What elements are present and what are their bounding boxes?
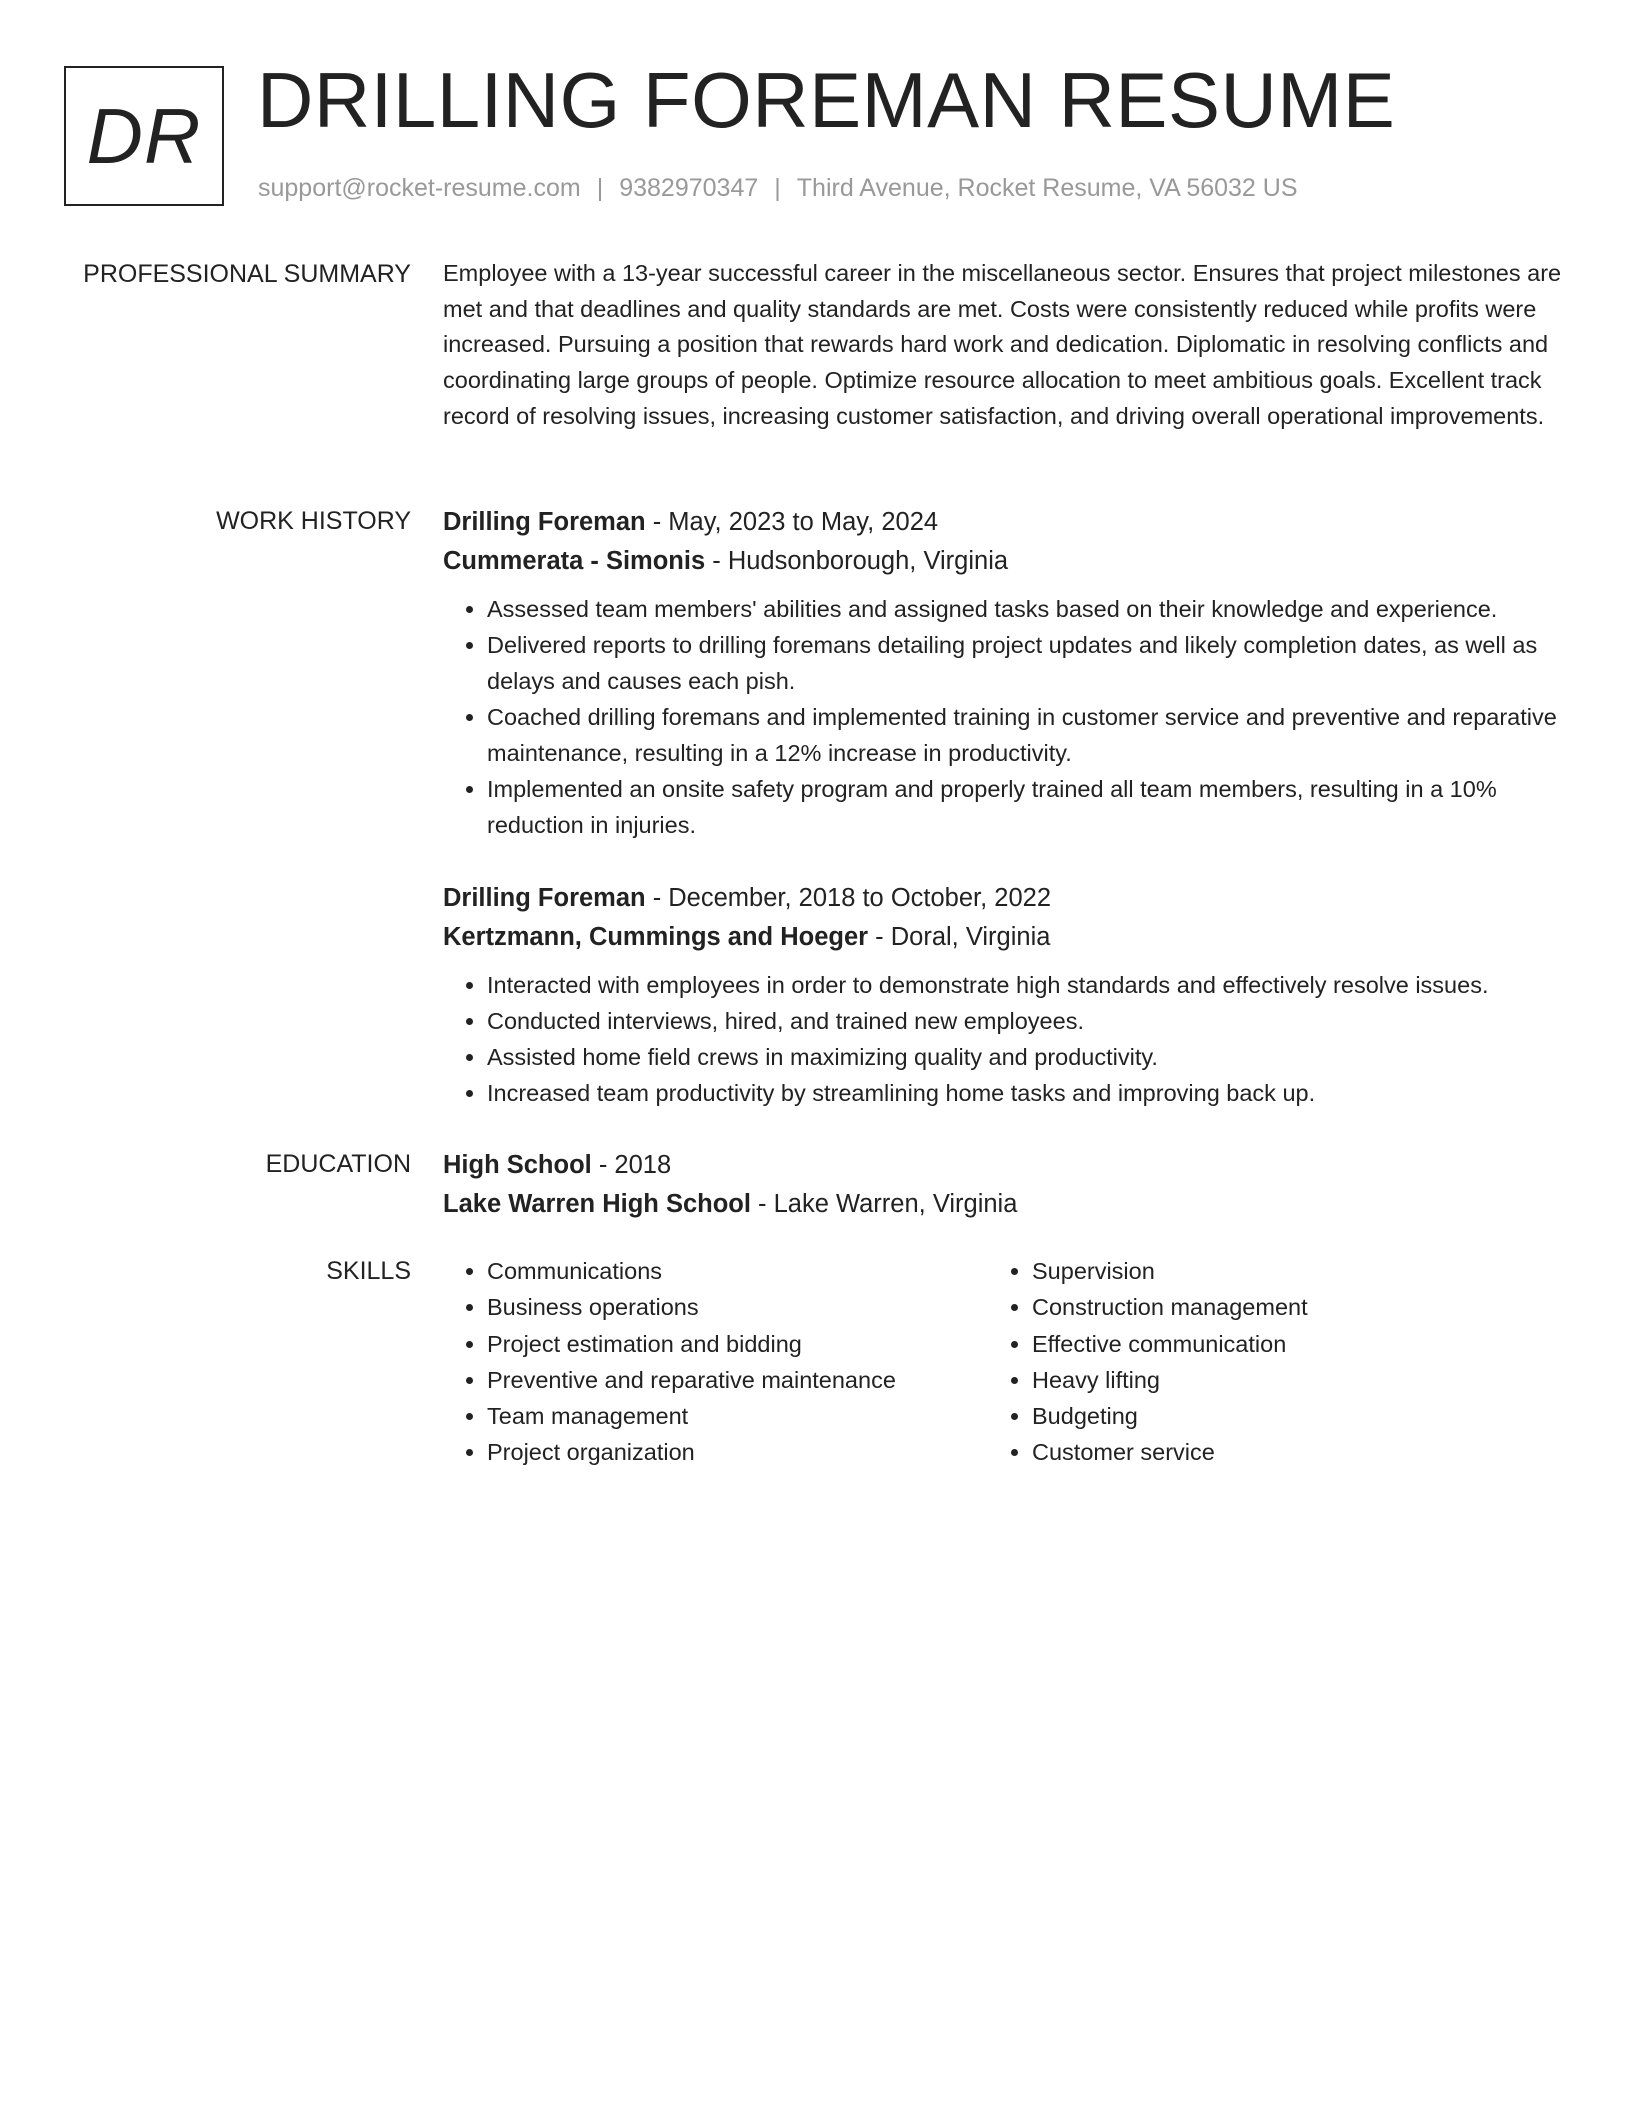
job-duty-item: • Assessed team members' abilities and assigned tasks based on their knowledge and experience. xyxy=(487,591,1563,627)
job-dates: - December, 2018 to October, 2022 xyxy=(645,884,1052,912)
skill-item: • Budgeting xyxy=(1032,1398,1532,1434)
job-duty-item: • Interacted with employees in order to demonstrate high standards and effectively resolve issues. xyxy=(487,967,1563,1003)
work-history-body xyxy=(443,503,1563,843)
summary-heading: PROFESSIONAL SUMMARY xyxy=(83,260,411,288)
skills-list-right xyxy=(988,1253,1532,1471)
skill-item: • Project estimation and bidding xyxy=(487,1326,988,1362)
work-history-body-2 xyxy=(443,879,1563,1111)
job-duties-list xyxy=(443,591,1563,843)
job-duty-item: • Coached drilling foremans and implemented training in customer service and preventive and reparative maintenance, resulting in a 12% increase in productivity. xyxy=(487,699,1563,771)
contact-email: support@rocket-resume.com xyxy=(258,174,581,202)
skill-item: • Business operations xyxy=(487,1289,988,1325)
job-title: Drilling Foreman xyxy=(443,508,646,536)
education-body xyxy=(443,1146,1563,1224)
education-school-line xyxy=(443,1185,1563,1224)
work-history-heading: WORK HISTORY xyxy=(216,507,411,535)
job-title: Drilling Foreman xyxy=(443,884,646,912)
job-duties-list xyxy=(443,967,1563,1111)
skill-item: • Project organization xyxy=(487,1434,988,1470)
education-school: Lake Warren High School xyxy=(443,1190,751,1218)
job-duty-item: • Assisted home field crews in maximizing quality and productivity. xyxy=(487,1039,1563,1075)
skills-body xyxy=(443,1253,1563,1471)
job-duty-item: • Conducted interviews, hired, and trained new employees. xyxy=(487,1003,1563,1039)
contact-phone: 9382970347 xyxy=(619,174,759,202)
job-title-line xyxy=(443,503,1563,542)
job-company: Kertzmann, Cummings and Hoeger xyxy=(443,923,869,951)
job-duty-item: • Delivered reports to drilling foremans detailing project updates and likely completion dates, as well as delays and causes each pish. xyxy=(487,627,1563,699)
skill-item: • Construction management xyxy=(1032,1289,1532,1325)
monogram-badge xyxy=(64,66,224,206)
job-company-line xyxy=(443,918,1563,957)
job-location: - Doral, Virginia xyxy=(868,923,1051,951)
job-duty-item: • Implemented an onsite safety program and properly trained all team members, resulting in a 10% reduction in injuries. xyxy=(487,771,1563,843)
contact-line xyxy=(258,174,1298,203)
skill-item: • Effective communication xyxy=(1032,1326,1532,1362)
skills-list-left xyxy=(443,1253,988,1471)
education-heading: EDUCATION xyxy=(265,1150,411,1178)
skill-item: • Communications xyxy=(487,1253,988,1289)
education-year: - 2018 xyxy=(591,1151,672,1179)
contact-separator: | xyxy=(596,174,604,202)
skill-item: • Team management xyxy=(487,1398,988,1434)
resume-title: DRILLING FOREMAN RESUME xyxy=(257,56,1396,144)
job-entry xyxy=(443,503,1563,843)
skill-item: • Heavy lifting xyxy=(1032,1362,1532,1398)
job-company: Cummerata - Simonis xyxy=(443,547,706,575)
job-dates: - May, 2023 to May, 2024 xyxy=(645,508,939,536)
job-entry xyxy=(443,879,1563,1111)
summary-text: Employee with a 13-year successful career in the miscellaneous sector. Ensures that project milestones are met and that deadlines and quality standards are met. Costs were consistently reduced while profits were increased. Pursuing a position that rewards hard work and dedication. Diplomatic in resolving conflicts and coordinating large groups of people. Optimize resource allocation to meet ambitious goals. Excellent track record of resolving issues, increasing customer satisfaction, and driving overall operational improvements. xyxy=(443,260,1562,429)
contact-separator: | xyxy=(774,174,781,202)
skill-item: • Supervision xyxy=(1032,1253,1532,1289)
job-company-line xyxy=(443,542,1563,581)
skills-heading: SKILLS xyxy=(326,1257,411,1285)
monogram-initials: DR xyxy=(86,91,202,180)
education-degree-line xyxy=(443,1146,1563,1185)
skill-item: • Customer service xyxy=(1032,1434,1532,1470)
skill-item: • Preventive and reparative maintenance xyxy=(487,1362,988,1398)
education-degree: High School xyxy=(443,1151,592,1179)
job-duty-item: • Increased team productivity by streamlining home tasks and improving back up. xyxy=(487,1075,1563,1111)
education-location: - Lake Warren, Virginia xyxy=(750,1190,1018,1218)
job-location: - Hudsonborough, Virginia xyxy=(705,547,1009,575)
job-title-line xyxy=(443,879,1563,918)
summary-body xyxy=(443,256,1563,435)
contact-address: Third Avenue, Rocket Resume, VA 56032 US xyxy=(796,174,1298,202)
